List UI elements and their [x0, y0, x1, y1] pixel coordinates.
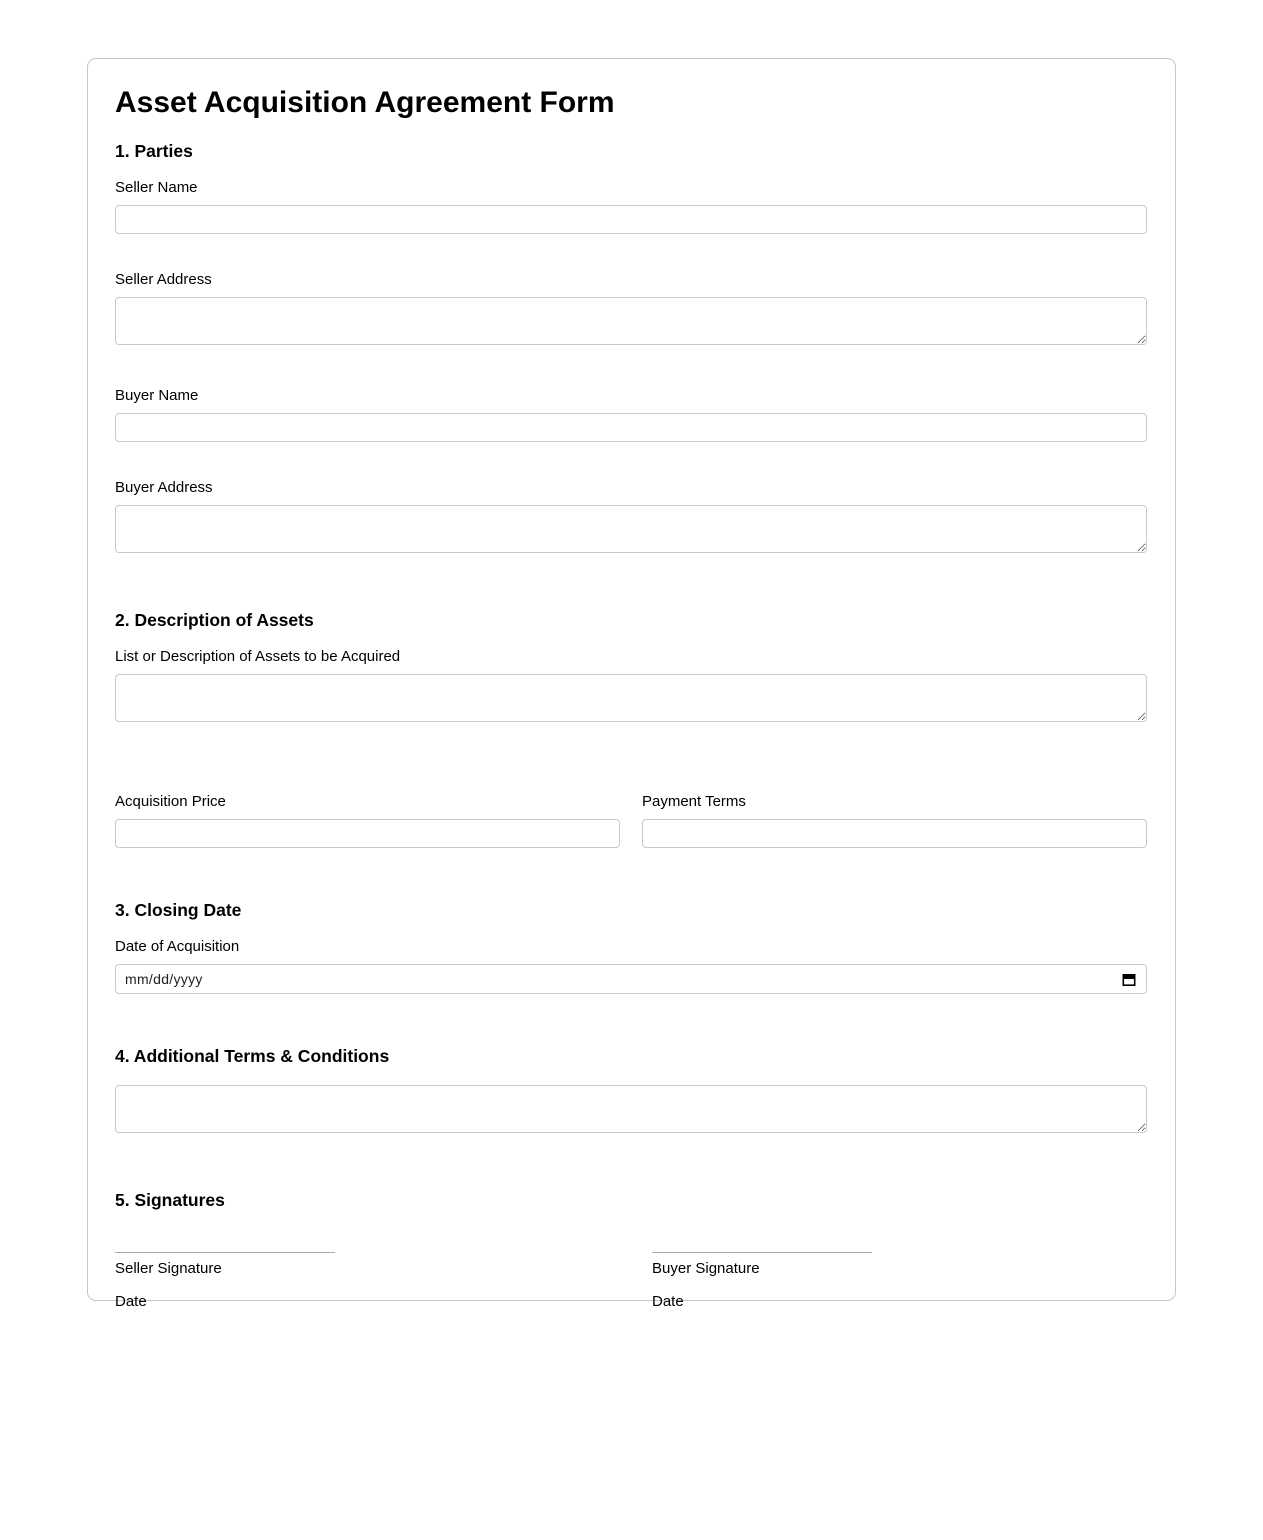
- section-heading-additional-terms: 4. Additional Terms & Conditions: [115, 1046, 390, 1066]
- payment-terms-label: Payment Terms: [642, 793, 746, 810]
- asset-description-textarea[interactable]: [115, 674, 1147, 722]
- field-group-buyer-address: [115, 480, 1147, 558]
- buyer-address-label: Buyer Address: [115, 479, 213, 496]
- buyer-signature-block: [652, 1252, 1147, 1309]
- date-of-acquisition-label: Date of Acquisition: [115, 938, 240, 955]
- seller-address-textarea[interactable]: [115, 297, 1147, 345]
- seller-name-input[interactable]: [115, 205, 1147, 234]
- seller-signature-label: Seller Signature: [115, 1260, 222, 1277]
- form-card: [87, 58, 1176, 1310]
- seller-signature-line: [115, 1252, 335, 1253]
- buyer-address-textarea[interactable]: [115, 505, 1147, 553]
- asset-description-label: List or Description of Assets to be Acquired: [115, 648, 401, 665]
- page-title: Asset Acquisition Agreement Form: [115, 86, 615, 119]
- seller-date-label: Date: [115, 1293, 147, 1310]
- seller-name-label: Seller Name: [115, 179, 198, 196]
- buyer-name-label: Buyer Name: [115, 387, 199, 404]
- section-heading-closing-date: 3. Closing Date: [115, 900, 242, 920]
- field-group-acquisition-price: [115, 794, 620, 848]
- acquisition-price-input[interactable]: [115, 819, 620, 848]
- price-terms-row: [115, 794, 1147, 848]
- buyer-name-input[interactable]: [115, 413, 1147, 442]
- field-group-seller-name: [115, 180, 1147, 234]
- seller-address-label: Seller Address: [115, 271, 212, 288]
- date-placeholder-text: mm/dd/yyyy: [125, 971, 203, 987]
- field-group-buyer-name: [115, 388, 1147, 442]
- buyer-date-label: Date: [652, 1293, 684, 1310]
- field-group-asset-description: [115, 649, 1147, 727]
- buyer-signature-label: Buyer Signature: [652, 1260, 760, 1277]
- signature-row: [115, 1252, 1147, 1309]
- field-group-payment-terms: [642, 794, 1147, 848]
- buyer-signature-line: [652, 1252, 872, 1253]
- calendar-icon[interactable]: [1122, 972, 1136, 987]
- seller-signature-block: [115, 1252, 610, 1309]
- section-heading-assets: 2. Description of Assets: [115, 610, 314, 630]
- date-of-acquisition-input[interactable]: [115, 964, 1147, 994]
- field-group-seller-address: [115, 272, 1147, 350]
- payment-terms-input[interactable]: [642, 819, 1147, 848]
- field-group-additional-terms: [115, 1085, 1147, 1138]
- section-heading-signatures: 5. Signatures: [115, 1190, 225, 1210]
- section-heading-parties: 1. Parties: [115, 141, 193, 161]
- acquisition-price-label: Acquisition Price: [115, 793, 226, 810]
- field-group-date-of-acquisition: [115, 939, 1147, 994]
- additional-terms-textarea[interactable]: [115, 1085, 1147, 1133]
